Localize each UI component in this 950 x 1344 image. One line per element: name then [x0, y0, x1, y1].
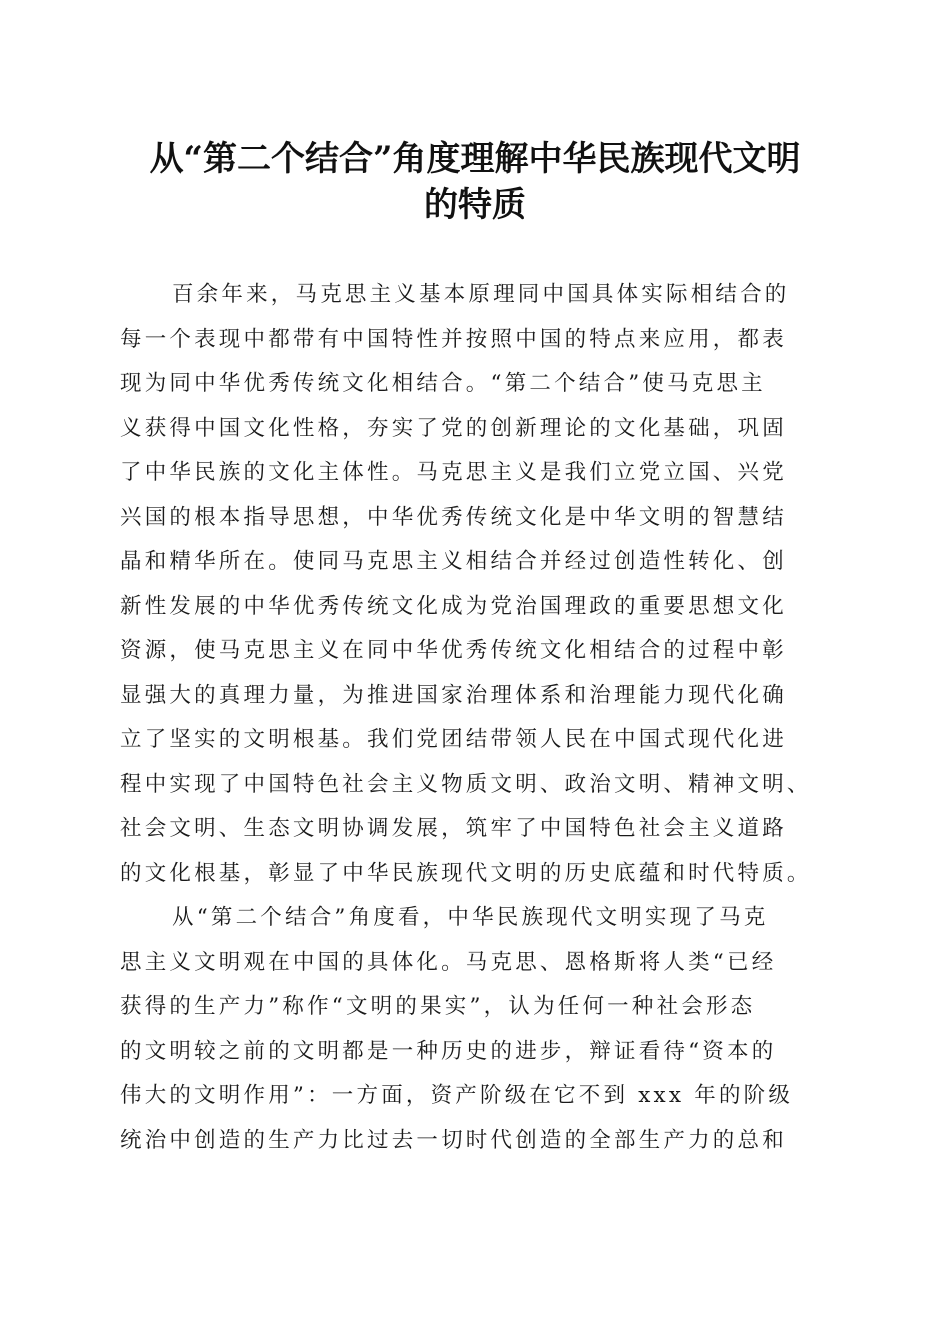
paragraph-1-line-14: 的文化根基，彰显了中华民族现代文明的历史底蕴和时代特质。 [120, 860, 812, 886]
paragraph-2-line-1: 从“第二个结合”角度看，中华民族现代文明实现了马克 [172, 905, 769, 930]
title-line-1: 从“第二个结合”角度理解中华民族现代文明 [149, 139, 801, 179]
paragraph-1-line-13: 社会文明、生态文明协调发展，筑牢了中国特色社会主义道路 [120, 816, 787, 841]
paragraph-2-line-5: 伟大的文明作用”：一方面，资产阶级在它不到 xxx 年的阶级 [120, 1083, 794, 1108]
paragraph-1-line-6: 兴国的根本指导思想，中华优秀传统文化是中华文明的智慧结 [120, 504, 787, 530]
paragraph-1-line-5: 了中华民族的文化主体性。马克思主义是我们立党立国、兴党 [120, 460, 787, 485]
paragraph-1-line-1: 百余年来，马克思主义基本原理同中国具体实际相结合的 [172, 282, 790, 307]
paragraph-2-line-6: 统治中创造的生产力比过去一切时代创造的全部生产力的总和 [120, 1127, 787, 1153]
paragraph-1-line-8: 新性发展的中华优秀传统文化成为党治国理政的重要思想文化 [120, 593, 787, 619]
paragraph-2-line-3: 获得的生产力”称作“文明的果实”，认为任何一种社会形态 [120, 994, 756, 1019]
paragraph-1-line-9: 资源，使马克思主义在同中华优秀传统文化相结合的过程中彰 [120, 638, 787, 663]
paragraph-2-line-4: 的文明较之前的文明都是一种历史的进步，辩证看待“资本的 [120, 1038, 777, 1064]
document-title [100, 136, 850, 228]
paragraph-1-line-3: 现为同中华优秀传统文化相结合。“第二个结合”使马克思主 [120, 371, 766, 396]
paragraph-1-line-12: 程中实现了中国特色社会主义物质文明、政治文明、精神文明、 [120, 771, 812, 797]
paragraph-1-line-4: 义获得中国文化性格，夯实了党的创新理论的文化基础，巩固 [120, 415, 787, 441]
paragraph-1-line-11: 立了坚实的文明根基。我们党团结带领人民在中国式现代化进 [120, 727, 787, 752]
paragraph-2-line-2: 思主义文明观在中国的具体化。马克思、恩格斯将人类“已经 [120, 949, 777, 975]
paragraph-1-line-10: 显强大的真理力量，为推进国家治理体系和治理能力现代化确 [120, 682, 787, 708]
paragraph-1-line-7: 晶和精华所在。使同马克思主义相结合并经过创造性转化、创 [120, 549, 787, 574]
title-line-2: 的特质 [424, 185, 526, 225]
paragraph-1-line-2: 每一个表现中都带有中国特性并按照中国的特点来应用，都表 [120, 326, 787, 352]
